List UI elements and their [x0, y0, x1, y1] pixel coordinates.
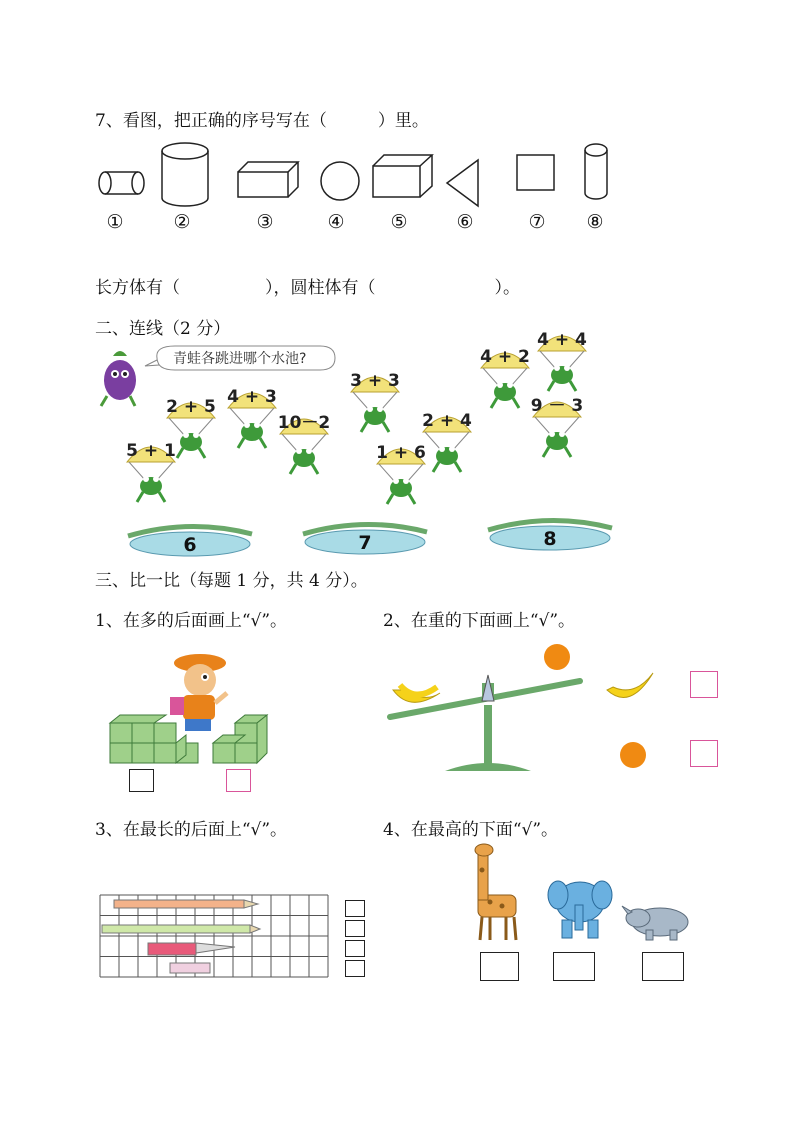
- pond-8: [488, 520, 612, 550]
- pencil-long-icon: [114, 900, 258, 908]
- q1-checkbox-right[interactable]: [226, 769, 251, 792]
- shape-number-5: ⑤: [390, 211, 408, 233]
- shape-number-6: ⑥: [456, 211, 474, 233]
- s3-q2: 2、在重的下面画上“√”。: [383, 611, 576, 631]
- frog-label-4: 2 + 5: [166, 397, 216, 417]
- shape-1-lying-cylinder: [99, 172, 144, 194]
- rhino-icon: [622, 906, 688, 940]
- pond-7: [303, 524, 427, 554]
- frog-label-9: 5 + 1: [126, 441, 176, 461]
- q4-checkbox-giraffe[interactable]: [480, 952, 519, 981]
- boy-icon: [170, 654, 227, 731]
- shape-number-8: ⑧: [586, 211, 604, 233]
- pond-label-8: 8: [543, 528, 557, 550]
- frog-label-2: 4 + 2: [480, 347, 530, 367]
- pond-label-7: 7: [358, 532, 372, 554]
- orange-icon-side: [620, 742, 646, 768]
- frog-parachute-10: [376, 443, 426, 504]
- frog-label-8: 2 + 4: [422, 411, 472, 431]
- q3-checkbox-1[interactable]: [345, 900, 365, 917]
- shape-number-7: ⑦: [528, 211, 546, 233]
- frog-label-3: 3 + 3: [350, 371, 400, 391]
- shape-5-cuboid: [373, 155, 432, 197]
- frog-label-1: 4 + 4: [537, 330, 587, 350]
- cubes-picture: [105, 645, 280, 770]
- frog-matching-picture: [95, 330, 620, 560]
- frog-parachute-6: [278, 413, 331, 474]
- q2-checkbox-banana[interactable]: [690, 671, 718, 698]
- frog-label-6: 10－2: [277, 413, 331, 433]
- grid-picture: [100, 895, 370, 980]
- q3-checkbox-3[interactable]: [345, 940, 365, 957]
- cubes-left: [110, 715, 198, 763]
- frog-parachute-8: [422, 411, 472, 472]
- shape-6-triangle: [447, 160, 478, 206]
- q4-checkbox-elephant[interactable]: [553, 952, 595, 981]
- orange-icon: [544, 644, 570, 670]
- pond-6: [128, 526, 252, 556]
- frog-label-5: 4 + 3: [227, 387, 277, 407]
- eggplant-icon: [101, 351, 136, 406]
- q3-checkbox-2[interactable]: [345, 920, 365, 937]
- s3-q4: 4、在最高的下面“√”。: [383, 820, 559, 840]
- shape-7-square: [517, 155, 554, 190]
- q1-checkbox-left[interactable]: [129, 769, 154, 792]
- q3-checkbox-4[interactable]: [345, 960, 365, 977]
- frog-parachute-5: [227, 387, 277, 448]
- pond-label-6: 6: [183, 534, 197, 556]
- section3-title: 三、比一比（每题 1 分，共 4 分）。: [95, 571, 368, 591]
- cubes-right: [213, 715, 267, 763]
- frog-label-10: 1 + 6: [376, 443, 426, 463]
- elephant-icon: [548, 881, 612, 938]
- shape-number-3: ③: [256, 211, 274, 233]
- shape-number-1: ①: [106, 211, 124, 233]
- frog-label-7: 9 － 3: [530, 396, 584, 416]
- shape-number-4: ④: [327, 211, 345, 233]
- q7-title: 7、看图，把正确的序号写在（ ）里。: [95, 111, 429, 131]
- frog-parachute-7: [531, 396, 584, 457]
- banana-icon: [393, 685, 440, 702]
- pencil-green-icon: [102, 925, 260, 933]
- balance-picture: [385, 645, 720, 780]
- shape-2-cylinder: [162, 143, 208, 206]
- shape-4-circle: [321, 162, 359, 200]
- knife-icon: [148, 943, 235, 955]
- frog-parachute-1: [537, 330, 587, 391]
- frog-parachute-9: [126, 441, 176, 502]
- answer-line: 长方体有（ ），圆柱体有（ ）。: [95, 278, 520, 298]
- q2-checkbox-orange[interactable]: [690, 740, 718, 767]
- shape-number-2: ②: [173, 211, 191, 233]
- shape-3-cuboid: [238, 162, 298, 197]
- giraffe-icon: [475, 844, 516, 940]
- banana-icon-side: [607, 673, 653, 697]
- scale-icon: [390, 675, 580, 771]
- frog-parachute-3: [350, 371, 400, 432]
- shape-8-cylinder: [585, 144, 607, 199]
- q4-checkbox-rhino[interactable]: [642, 952, 684, 981]
- frog-parachute-2: [480, 347, 530, 408]
- s3-q1: 1、在多的后面画上“√”。: [95, 611, 288, 631]
- eraser-icon: [170, 963, 210, 973]
- s3-q3: 3、在最长的后面上“√”。: [95, 820, 288, 840]
- bubble-text: 青蛙各跳进哪个水池?: [173, 351, 307, 367]
- animals-picture: [460, 840, 700, 950]
- section2-title: 二、连线（2 分）: [95, 319, 231, 339]
